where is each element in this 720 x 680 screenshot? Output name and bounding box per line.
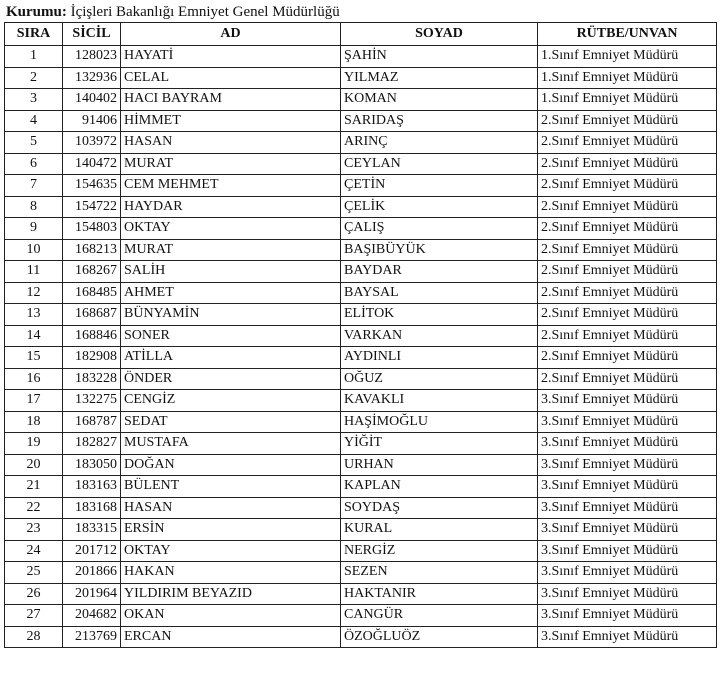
cell-soyad: AYDINLI	[341, 347, 538, 369]
cell-rutbe: 3.Sınıf Emniyet Müdürü	[538, 519, 717, 541]
cell-ad: SALİH	[121, 261, 341, 283]
cell-soyad: BAYSAL	[341, 282, 538, 304]
table-row	[5, 519, 717, 541]
table-row	[5, 132, 717, 154]
institution-label: Kurumu:	[6, 4, 67, 20]
cell-soyad: ÇELİK	[341, 196, 538, 218]
cell-sicil: 154722	[63, 196, 121, 218]
cell-sicil: 168267	[63, 261, 121, 283]
cell-ad: CELAL	[121, 67, 341, 89]
cell-sira: 26	[5, 583, 63, 605]
cell-soyad: KAPLAN	[341, 476, 538, 498]
cell-sira: 4	[5, 110, 63, 132]
cell-rutbe: 2.Sınıf Emniyet Müdürü	[538, 153, 717, 175]
cell-rutbe: 3.Sınıf Emniyet Müdürü	[538, 626, 717, 648]
cell-rutbe: 2.Sınıf Emniyet Müdürü	[538, 282, 717, 304]
cell-ad: DOĞAN	[121, 454, 341, 476]
cell-ad: MURAT	[121, 239, 341, 261]
cell-rutbe: 3.Sınıf Emniyet Müdürü	[538, 540, 717, 562]
cell-sicil: 140402	[63, 89, 121, 111]
cell-rutbe: 2.Sınıf Emniyet Müdürü	[538, 368, 717, 390]
document-header	[6, 2, 340, 22]
cell-sira: 3	[5, 89, 63, 111]
cell-sicil: 182827	[63, 433, 121, 455]
cell-ad: CENGİZ	[121, 390, 341, 412]
personnel-table	[4, 22, 717, 648]
column-header-sira: SIRA	[5, 23, 63, 46]
cell-ad: HASAN	[121, 132, 341, 154]
cell-sira: 22	[5, 497, 63, 519]
cell-rutbe: 2.Sınıf Emniyet Müdürü	[538, 347, 717, 369]
cell-sicil: 201712	[63, 540, 121, 562]
cell-soyad: BAŞIBÜYÜK	[341, 239, 538, 261]
cell-sira: 21	[5, 476, 63, 498]
cell-rutbe: 2.Sınıf Emniyet Müdürü	[538, 218, 717, 240]
cell-sicil: 168485	[63, 282, 121, 304]
cell-sira: 20	[5, 454, 63, 476]
cell-rutbe: 1.Sınıf Emniyet Müdürü	[538, 67, 717, 89]
table-row	[5, 110, 717, 132]
cell-sira: 10	[5, 239, 63, 261]
cell-rutbe: 3.Sınıf Emniyet Müdürü	[538, 497, 717, 519]
cell-ad: ATİLLA	[121, 347, 341, 369]
cell-sicil: 91406	[63, 110, 121, 132]
cell-sira: 27	[5, 605, 63, 627]
cell-sira: 14	[5, 325, 63, 347]
cell-soyad: ARINÇ	[341, 132, 538, 154]
cell-soyad: KAVAKLI	[341, 390, 538, 412]
cell-soyad: ÇALIŞ	[341, 218, 538, 240]
table-row	[5, 304, 717, 326]
cell-sira: 16	[5, 368, 63, 390]
table-row	[5, 411, 717, 433]
cell-sicil: 182908	[63, 347, 121, 369]
cell-sira: 17	[5, 390, 63, 412]
cell-ad: HASAN	[121, 497, 341, 519]
cell-soyad: SOYDAŞ	[341, 497, 538, 519]
cell-soyad: NERGİZ	[341, 540, 538, 562]
cell-ad: ERSİN	[121, 519, 341, 541]
cell-rutbe: 3.Sınıf Emniyet Müdürü	[538, 433, 717, 455]
cell-ad: OKTAY	[121, 218, 341, 240]
table-row	[5, 239, 717, 261]
cell-rutbe: 3.Sınıf Emniyet Müdürü	[538, 583, 717, 605]
cell-soyad: SARIDAŞ	[341, 110, 538, 132]
cell-sira: 28	[5, 626, 63, 648]
cell-ad: HİMMET	[121, 110, 341, 132]
cell-rutbe: 2.Sınıf Emniyet Müdürü	[538, 110, 717, 132]
cell-ad: HAYATİ	[121, 46, 341, 68]
cell-soyad: KOMAN	[341, 89, 538, 111]
cell-sira: 5	[5, 132, 63, 154]
cell-soyad: YİĞİT	[341, 433, 538, 455]
table-row	[5, 605, 717, 627]
cell-sira: 25	[5, 562, 63, 584]
cell-sira: 13	[5, 304, 63, 326]
cell-soyad: ÇETİN	[341, 175, 538, 197]
cell-sicil: 183315	[63, 519, 121, 541]
table-row	[5, 433, 717, 455]
table-row	[5, 476, 717, 498]
table-row	[5, 497, 717, 519]
cell-ad: OKAN	[121, 605, 341, 627]
cell-sira: 11	[5, 261, 63, 283]
table-row	[5, 218, 717, 240]
cell-soyad: KURAL	[341, 519, 538, 541]
table-row	[5, 46, 717, 68]
cell-sicil: 154803	[63, 218, 121, 240]
table-row	[5, 540, 717, 562]
cell-rutbe: 2.Sınıf Emniyet Müdürü	[538, 132, 717, 154]
cell-rutbe: 2.Sınıf Emniyet Müdürü	[538, 325, 717, 347]
table-row	[5, 196, 717, 218]
cell-sicil: 168687	[63, 304, 121, 326]
cell-sira: 23	[5, 519, 63, 541]
cell-sira: 24	[5, 540, 63, 562]
cell-rutbe: 2.Sınıf Emniyet Müdürü	[538, 175, 717, 197]
cell-rutbe: 2.Sınıf Emniyet Müdürü	[538, 304, 717, 326]
cell-rutbe: 2.Sınıf Emniyet Müdürü	[538, 239, 717, 261]
table-row	[5, 89, 717, 111]
cell-rutbe: 3.Sınıf Emniyet Müdürü	[538, 605, 717, 627]
cell-sicil: 201964	[63, 583, 121, 605]
table-row	[5, 261, 717, 283]
cell-soyad: HAŞİMOĞLU	[341, 411, 538, 433]
cell-rutbe: 2.Sınıf Emniyet Müdürü	[538, 261, 717, 283]
cell-ad: MURAT	[121, 153, 341, 175]
institution-name: İçişleri Bakanlığı Emniyet Genel Müdürlüğü	[70, 4, 340, 20]
cell-soyad: YILMAZ	[341, 67, 538, 89]
cell-sira: 6	[5, 153, 63, 175]
table-body	[5, 46, 717, 648]
cell-soyad: OĞUZ	[341, 368, 538, 390]
cell-rutbe: 1.Sınıf Emniyet Müdürü	[538, 89, 717, 111]
cell-rutbe: 3.Sınıf Emniyet Müdürü	[538, 562, 717, 584]
cell-sicil: 183168	[63, 497, 121, 519]
cell-sicil: 201866	[63, 562, 121, 584]
table-row	[5, 282, 717, 304]
table-row	[5, 454, 717, 476]
table-row	[5, 390, 717, 412]
table-row	[5, 583, 717, 605]
cell-rutbe: 3.Sınıf Emniyet Müdürü	[538, 454, 717, 476]
cell-soyad: SEZEN	[341, 562, 538, 584]
cell-rutbe: 3.Sınıf Emniyet Müdürü	[538, 476, 717, 498]
cell-soyad: ELİTOK	[341, 304, 538, 326]
cell-sicil: 168787	[63, 411, 121, 433]
cell-sira: 2	[5, 67, 63, 89]
cell-sira: 1	[5, 46, 63, 68]
table-row	[5, 626, 717, 648]
cell-sira: 9	[5, 218, 63, 240]
cell-ad: OKTAY	[121, 540, 341, 562]
cell-ad: YILDIRIM BEYAZID	[121, 583, 341, 605]
cell-rutbe: 1.Sınıf Emniyet Müdürü	[538, 46, 717, 68]
cell-sira: 8	[5, 196, 63, 218]
cell-sicil: 140472	[63, 153, 121, 175]
cell-soyad: VARKAN	[341, 325, 538, 347]
cell-sicil: 183050	[63, 454, 121, 476]
table-row	[5, 175, 717, 197]
cell-ad: BÜNYAMİN	[121, 304, 341, 326]
cell-soyad: URHAN	[341, 454, 538, 476]
cell-sicil: 132275	[63, 390, 121, 412]
cell-soyad: ÖZOĞLUÖZ	[341, 626, 538, 648]
cell-sicil: 183228	[63, 368, 121, 390]
cell-ad: HACI BAYRAM	[121, 89, 341, 111]
table-row	[5, 153, 717, 175]
column-header-rutbe: RÜTBE/UNVAN	[538, 23, 717, 46]
cell-sira: 18	[5, 411, 63, 433]
cell-rutbe: 3.Sınıf Emniyet Müdürü	[538, 390, 717, 412]
cell-sira: 15	[5, 347, 63, 369]
table-row	[5, 562, 717, 584]
table-row	[5, 347, 717, 369]
table-row	[5, 67, 717, 89]
cell-soyad: HAKTANIR	[341, 583, 538, 605]
cell-ad: ÖNDER	[121, 368, 341, 390]
cell-sira: 12	[5, 282, 63, 304]
cell-soyad: BAYDAR	[341, 261, 538, 283]
cell-ad: SONER	[121, 325, 341, 347]
cell-rutbe: 3.Sınıf Emniyet Müdürü	[538, 411, 717, 433]
cell-sira: 19	[5, 433, 63, 455]
table-row	[5, 325, 717, 347]
cell-ad: BÜLENT	[121, 476, 341, 498]
table-row	[5, 368, 717, 390]
cell-sicil: 213769	[63, 626, 121, 648]
cell-sicil: 168213	[63, 239, 121, 261]
cell-sicil: 103972	[63, 132, 121, 154]
cell-ad: HAKAN	[121, 562, 341, 584]
cell-ad: ERCAN	[121, 626, 341, 648]
cell-sicil: 154635	[63, 175, 121, 197]
column-header-sicil: SİCİL	[63, 23, 121, 46]
cell-soyad: CEYLAN	[341, 153, 538, 175]
cell-sicil: 132936	[63, 67, 121, 89]
cell-sicil: 168846	[63, 325, 121, 347]
column-header-ad: AD	[121, 23, 341, 46]
cell-ad: HAYDAR	[121, 196, 341, 218]
cell-sicil: 128023	[63, 46, 121, 68]
cell-sicil: 204682	[63, 605, 121, 627]
cell-ad: MUSTAFA	[121, 433, 341, 455]
cell-sira: 7	[5, 175, 63, 197]
cell-ad: CEM MEHMET	[121, 175, 341, 197]
cell-ad: SEDAT	[121, 411, 341, 433]
cell-soyad: CANGÜR	[341, 605, 538, 627]
column-header-soyad: SOYAD	[341, 23, 538, 46]
cell-sicil: 183163	[63, 476, 121, 498]
cell-ad: AHMET	[121, 282, 341, 304]
table-header-row	[5, 23, 717, 46]
cell-rutbe: 2.Sınıf Emniyet Müdürü	[538, 196, 717, 218]
cell-soyad: ŞAHİN	[341, 46, 538, 68]
